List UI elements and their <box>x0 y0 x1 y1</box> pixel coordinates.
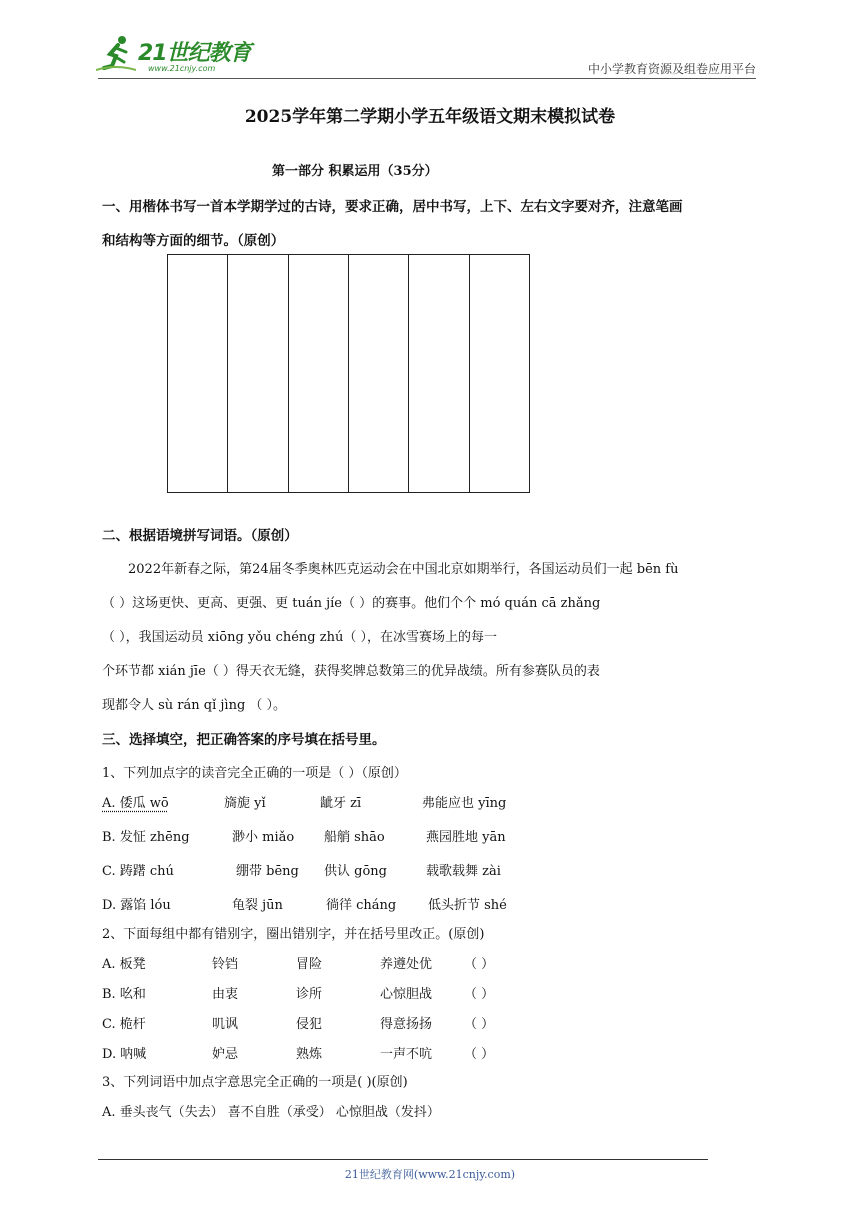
option-cell: 冒险 <box>296 957 323 972</box>
option-cell: 徜徉 cháng <box>326 898 397 913</box>
option-cell: 熟炼 <box>296 1047 323 1062</box>
option-cell: 养遵处优 <box>380 957 433 972</box>
option-cell: 诊所 <box>296 987 323 1002</box>
q2-line: （ ），我国运动员 xiōng yǒu chéng zhú（ ），在冰雪赛场上的每一 <box>102 630 497 645</box>
q2-heading: 二、根据语境拼写词语。（原创） <box>102 528 298 544</box>
option-cell: 绷带 bēng <box>236 864 299 879</box>
grid-column[interactable] <box>349 255 409 492</box>
platform-name: 中小学教育资源及组卷应用平台 <box>587 62 756 76</box>
q3-s1-stem: 1、下列加点字的读音完全正确的一项是（ ）（原创） <box>102 766 407 781</box>
grid-column[interactable] <box>168 255 228 492</box>
option-cell: 弗能应也 yīng <box>422 796 507 811</box>
part-heading: 第一部分 积累运用（35分） <box>272 164 438 179</box>
logo-text: 21世纪教育 <box>138 41 251 66</box>
answer-blank[interactable]: （ ） <box>464 1017 495 1032</box>
option-cell: B. 吆和 <box>102 987 146 1002</box>
q2-line: （ ）这场更快、更高、更强、更 tuán jíe（ ）的赛事。他们个个 mó quán cā zhǎng <box>102 596 601 611</box>
logo-url: www.21cnjy.com <box>148 64 216 73</box>
footer-text: 21世纪教育网(www.21cnjy.com) <box>344 1168 516 1181</box>
q3-s3-option-a: A. 垂头丧气（失去） 喜不自胜（承受） 心惊胆战（发抖） <box>102 1105 440 1120</box>
option-cell: A. 倭瓜 wō <box>102 796 169 811</box>
runner-icon <box>96 34 136 74</box>
q2-line: 现都令人 sù rán qǐ jìng （ ）。 <box>102 698 287 713</box>
page-title: 2025学年第二学期小学五年级语文期末模拟试卷 <box>244 107 616 127</box>
option-cell: 旖旎 yǐ <box>224 796 266 811</box>
option-cell: 铃铛 <box>212 957 239 972</box>
q3-s2-stem: 2、下面每组中都有错别字，圈出错别字，并在括号里改正。(原创) <box>102 927 485 942</box>
grid-column[interactable] <box>470 255 529 492</box>
option-cell: 叽讽 <box>212 1017 239 1032</box>
header-divider <box>98 78 756 79</box>
option-cell: D. 呐喊 <box>102 1047 147 1062</box>
answer-blank[interactable]: （ ） <box>464 957 495 972</box>
option-cell: 船艄 shāo <box>324 830 385 845</box>
footer-divider <box>98 1159 708 1160</box>
option-cell: B. 发怔 zhēng <box>102 830 190 845</box>
option-cell: 龟裂 jūn <box>232 898 283 913</box>
q1-line1: 一、用楷体书写一首本学期学过的古诗，要求正确，居中书写，上下、左右文字要对齐，注意笔画 <box>102 199 683 215</box>
option-cell: D. 露馅 lóu <box>102 898 171 913</box>
option-cell: 龇牙 zī <box>320 796 362 811</box>
option-cell: A. 板凳 <box>102 957 146 972</box>
writing-grid[interactable] <box>167 254 530 493</box>
option-cell: 载歌载舞 zài <box>426 864 501 879</box>
option-cell: 心惊胆战 <box>380 987 433 1002</box>
answer-blank[interactable]: （ ） <box>464 987 495 1002</box>
option-cell: 由衷 <box>212 987 239 1002</box>
option-cell: 低头折节 shé <box>428 898 507 913</box>
site-logo <box>96 34 296 78</box>
grid-column[interactable] <box>289 255 349 492</box>
option-cell: 妒忌 <box>212 1047 239 1062</box>
q3-s3-stem: 3、下列词语中加点字意思完全正确的一项是( )(原创) <box>102 1075 408 1090</box>
option-cell: 渺小 miǎo <box>232 830 295 845</box>
option-cell: 供认 gōng <box>324 864 387 879</box>
q3-heading: 三、选择填空，把正确答案的序号填在括号里。 <box>102 732 386 748</box>
option-cell: 一声不吭 <box>380 1047 433 1062</box>
grid-column[interactable] <box>228 255 288 492</box>
answer-blank[interactable]: （ ） <box>464 1047 495 1062</box>
option-cell: 燕园胜地 yān <box>426 830 506 845</box>
option-cell: C. 踌躇 chú <box>102 864 174 879</box>
option-cell: C. 桅杆 <box>102 1017 146 1032</box>
grid-column[interactable] <box>409 255 469 492</box>
q1-line2: 和结构等方面的细节。（原创） <box>102 233 285 249</box>
q2-line: 个环节都 xián jīe（ ）得天衣无缝，获得奖牌总数第三的优异战绩。所有参赛队员的表 <box>102 664 600 679</box>
option-cell: 侵犯 <box>296 1017 323 1032</box>
q2-line: 2022年新春之际，第24届冬季奥林匹克运动会在中国北京如期举行，各国运动员们一起 bēn fù <box>102 562 679 577</box>
option-cell: 得意扬扬 <box>380 1017 433 1032</box>
